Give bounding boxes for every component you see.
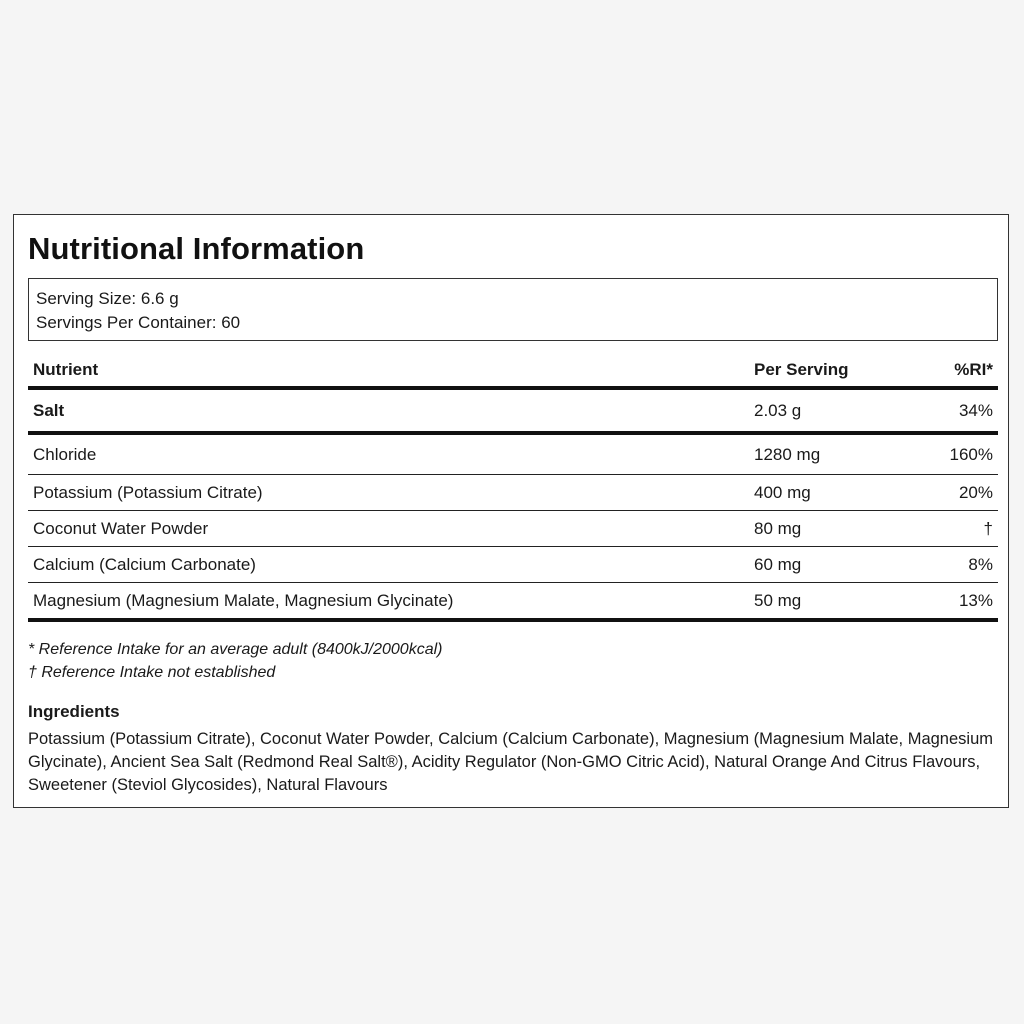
nutrient-ri: 160%: [909, 433, 998, 475]
table-row: [28, 388, 998, 433]
serving-info-box: [28, 278, 998, 341]
nutrient-name: Salt: [28, 388, 749, 433]
table-row: [28, 511, 998, 547]
nutrient-name: Magnesium (Magnesium Malate, Magnesium Glycinate): [28, 583, 749, 621]
nutrient-value: 1280 mg: [749, 433, 909, 475]
table-row: [28, 547, 998, 583]
nutrient-ri: 13%: [909, 583, 998, 621]
nutrient-value: 2.03 g: [749, 388, 909, 433]
nutrient-name: Calcium (Calcium Carbonate): [28, 547, 749, 583]
nutrient-value: 400 mg: [749, 475, 909, 511]
nutrient-value: 60 mg: [749, 547, 909, 583]
nutrient-name: Chloride: [28, 433, 749, 475]
header-nutrient: Nutrient: [28, 353, 749, 388]
nutrient-value: 80 mg: [749, 511, 909, 547]
nutrient-name: Potassium (Potassium Citrate): [28, 475, 749, 511]
table-row: [28, 583, 998, 621]
ingredients-text: Potassium (Potassium Citrate), Coconut Water Powder, Calcium (Calcium Carbonate), Magnesium (Magnesium Malate, Magnesium Glycinate), Ancient Sea Salt (Redmond Real Salt®), Acidity Regulator (Non-GMO Citric Acid), Natural Orange And Citrus Flavours, Sweetener (Steviol Glycosides), Natural Flavours: [28, 730, 993, 794]
nutrient-ri: 8%: [909, 547, 998, 583]
serving-size: Serving Size: 6.6 g: [36, 289, 179, 308]
footnotes: [28, 638, 442, 684]
dagger-footnote: † Reference Intake not established: [28, 664, 276, 681]
ri-footnote: * Reference Intake for an average adult (8400kJ/2000kcal): [28, 641, 443, 658]
header-ri: %RI*: [909, 353, 998, 388]
header-per-serving: Per Serving: [749, 353, 909, 388]
nutrient-name: Coconut Water Powder: [28, 511, 749, 547]
nutrition-table: [28, 353, 998, 622]
nutrient-ri: †: [909, 511, 998, 547]
ingredients-heading: Ingredients: [28, 702, 120, 721]
page-title: Nutritional Information: [28, 231, 365, 266]
servings-per-container: Servings Per Container: 60: [36, 313, 241, 332]
table-row: [28, 433, 998, 475]
nutrient-ri: 34%: [909, 388, 998, 433]
nutrition-panel: [13, 214, 1009, 808]
table-header-row: [28, 353, 998, 388]
nutrient-value: 50 mg: [749, 583, 909, 621]
nutrient-ri: 20%: [909, 475, 998, 511]
table-row: [28, 475, 998, 511]
